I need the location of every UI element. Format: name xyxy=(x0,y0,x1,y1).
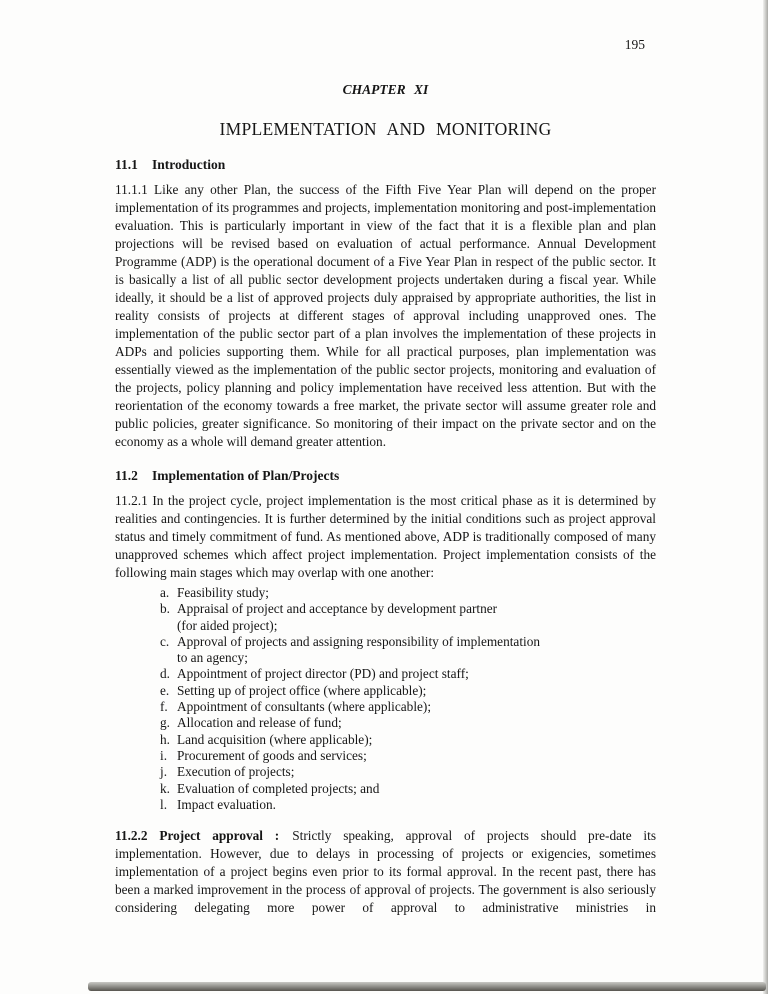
list-item-line: Approval of projects and assigning responsibility of implementation xyxy=(177,633,541,649)
scan-edge-right xyxy=(763,0,768,994)
list-item xyxy=(160,732,656,748)
list-item-label: b. xyxy=(160,601,170,617)
list-item-text: Execution of projects; xyxy=(177,764,295,780)
paragraph-11-1-1: 11.1.1 Like any other Plan, the success of the Fifth Five Year Plan will depend on the proper implementation of its programmes and projects, implementation monitoring and post-implementation evaluation. This is particularly important in view of the fact that it is a flexible plan and plan projections will be revised based on evaluation of actual performance. Annual Development Programme (ADP) is the operational document of a Five Year Plan in respect of the public sector. It is basically a list of all public sector development projects undertaken during a fiscal year. While ideally, it should be a list of approved projects duly appraised by appropriate authorities, the list in reality consists of projects at different stages of approval including unapproved ones. The implementation of the public sector part of a plan involves the implementation of these projects in ADPs and policies supporting them. While for all practical purposes, plan implementation was essentially viewed as the implementation of the public sector projects, monitoring and evaluation of the projects, policy planning and policy implementation have received less attention. But with the reorientation of the economy towards a free market, the private sector will assume greater role and public policies, greater significance. So monitoring of their impact on the private sector and on the economy as a whole will demand greater attention. xyxy=(115,182,656,449)
document-title: IMPLEMENTATION AND MONITORING xyxy=(219,119,552,139)
list-item-text: Procurement of goods and services; xyxy=(177,747,367,763)
list-item-label: e. xyxy=(160,682,170,698)
list-item xyxy=(160,781,656,797)
section-title: Introduction xyxy=(152,157,226,172)
list-item-label: g. xyxy=(160,715,170,731)
list-item xyxy=(160,748,656,764)
list-item-label: d. xyxy=(160,666,170,682)
implementation-stages-list xyxy=(160,585,656,813)
list-item xyxy=(160,634,656,667)
list-item-continuation: to an agency; xyxy=(177,650,248,666)
list-item-text: Impact evaluation. xyxy=(177,796,276,812)
list-item-label: h. xyxy=(160,731,170,747)
section-number: 11.2 xyxy=(115,468,138,483)
list-item xyxy=(160,764,656,780)
list-item xyxy=(160,683,656,699)
paragraph-11-2-2 xyxy=(115,827,656,917)
list-item-label: l. xyxy=(160,796,168,812)
list-item-text: Evaluation of completed projects; and xyxy=(177,780,380,796)
scan-edge-bottom xyxy=(88,982,766,991)
list-item-label: i. xyxy=(160,747,168,763)
list-item xyxy=(160,585,656,601)
list-item xyxy=(160,699,656,715)
paragraph-11-2-1: 11.2.1 In the project cycle, project implementation is the most critical phase as it is determined by realities and contingencies. It is further determined by the initial conditions such as project approval status and timely commitment of fund. As mentioned above, ADP is traditionally composed of many unapproved schemes which affect project implementation. Project implementation consists of the following main stages which may overlap with one another: xyxy=(115,493,656,580)
section-heading-11-2 xyxy=(115,467,656,484)
page-number: 195 xyxy=(624,37,645,52)
paragraph-body-text: Strictly speaking, approval of projects should pre-date its implementation. However, due to delays in processing of projects or exigencies, sometimes implementation of a project begins even prior to its formal approval. In the recent past, there has been a marked improvement in the process of approval of projects. The government is also seriously considering delegating more power of approval to administrative ministries in xyxy=(115,828,656,916)
list-item-label: c. xyxy=(160,633,170,649)
list-item-line: Appraisal of project and acceptance by development partner xyxy=(177,601,498,617)
page-content xyxy=(115,0,656,917)
section-heading-11-1 xyxy=(115,156,656,173)
list-item-continuation: (for aided project); xyxy=(177,617,278,633)
chapter-heading: CHAPTER XI xyxy=(342,82,429,97)
list-item-text: Allocation and release of fund; xyxy=(177,715,342,731)
list-item-text: Setting up of project office (where applicable); xyxy=(177,682,427,698)
list-item-label: a. xyxy=(160,585,170,600)
list-item-text: Feasibility study; xyxy=(177,585,269,600)
list-item-text xyxy=(177,601,656,634)
list-item-text: Land acquisition (where applicable); xyxy=(177,731,373,747)
list-item xyxy=(160,666,656,682)
list-item xyxy=(160,601,656,634)
list-item xyxy=(160,797,656,813)
list-item xyxy=(160,715,656,731)
paragraph-lead-bold: 11.2.2 Project approval : xyxy=(115,828,280,844)
list-item-text: Appointment of project director (PD) and project staff; xyxy=(177,666,469,682)
list-item-label: k. xyxy=(160,780,170,796)
section-title: Implementation of Plan/Projects xyxy=(152,468,340,483)
list-item-text xyxy=(177,634,656,667)
list-item-label: j. xyxy=(160,764,168,780)
list-item-label: f. xyxy=(160,699,168,715)
list-item-text: Appointment of consultants (where applicable); xyxy=(177,699,432,715)
section-number: 11.1 xyxy=(115,157,138,172)
